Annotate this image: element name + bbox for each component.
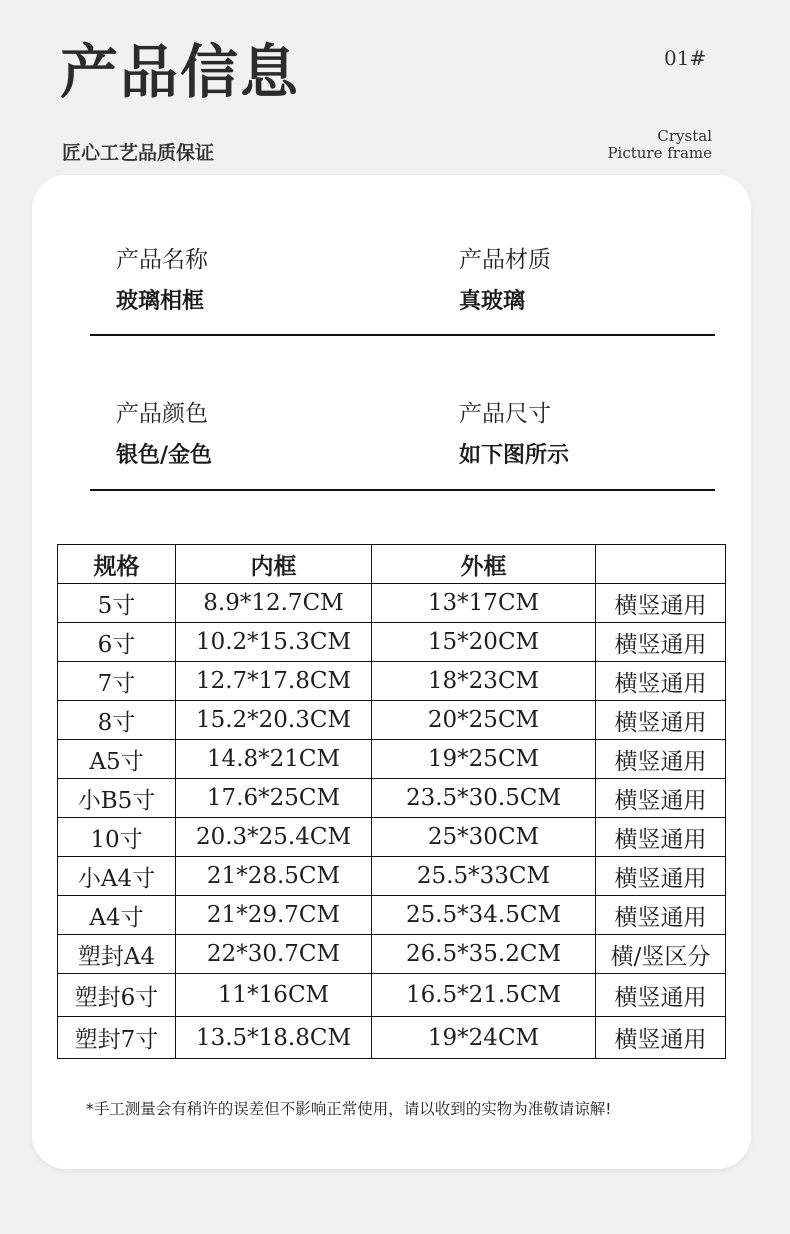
cell-outer: 20*25CM (372, 701, 596, 740)
info-label: 产品名称 (116, 247, 208, 273)
cell-inner: 21*29.7CM (176, 896, 372, 935)
cell-inner: 11*16CM (176, 974, 372, 1017)
info-product-size (459, 395, 569, 469)
cell-orientation: 横/竖区分 (596, 935, 726, 974)
info-label: 产品尺寸 (459, 401, 551, 427)
cell-orientation: 横竖通用 (596, 857, 726, 896)
table-row (58, 662, 726, 701)
cell-outer: 25.5*33CM (372, 857, 596, 896)
cell-orientation: 横竖通用 (596, 818, 726, 857)
table-row (58, 1017, 726, 1059)
cell-spec: 8寸 (58, 701, 176, 740)
table-header-row (58, 545, 726, 584)
size-table (57, 544, 726, 1059)
info-value: 如下图所示 (459, 442, 570, 468)
cell-outer: 18*23CM (372, 662, 596, 701)
cell-spec: 10寸 (58, 818, 176, 857)
cell-orientation: 横竖通用 (596, 779, 726, 818)
cell-inner: 10.2*15.3CM (176, 623, 372, 662)
cell-orientation: 横竖通用 (596, 623, 726, 662)
info-product-material (459, 241, 551, 315)
info-label: 产品材质 (459, 247, 551, 273)
cell-orientation: 横竖通用 (596, 584, 726, 623)
table-row (58, 896, 726, 935)
brand-line-2: Picture frame (607, 144, 712, 162)
table-row (58, 779, 726, 818)
divider (90, 334, 715, 336)
table-row (58, 623, 726, 662)
cell-spec: 小B5寸 (58, 779, 176, 818)
info-value: 银色/金色 (116, 442, 213, 468)
cell-inner: 22*30.7CM (176, 935, 372, 974)
cell-orientation: 横竖通用 (596, 740, 726, 779)
cell-outer: 15*20CM (372, 623, 596, 662)
brand-label (607, 128, 712, 162)
header-spec: 规格 (58, 545, 176, 584)
cell-spec: 塑封6寸 (58, 974, 176, 1017)
cell-spec: A4寸 (58, 896, 176, 935)
table-row (58, 701, 726, 740)
cell-outer: 25*30CM (372, 818, 596, 857)
cell-spec: 5寸 (58, 584, 176, 623)
cell-orientation: 横竖通用 (596, 896, 726, 935)
cell-inner: 17.6*25CM (176, 779, 372, 818)
header-orientation (596, 545, 726, 584)
cell-orientation: 横竖通用 (596, 974, 726, 1017)
product-info-card (32, 175, 751, 1169)
cell-inner: 14.8*21CM (176, 740, 372, 779)
cell-inner: 21*28.5CM (176, 857, 372, 896)
cell-orientation: 横竖通用 (596, 662, 726, 701)
table-row (58, 818, 726, 857)
page-subtitle: 匠心工艺品质保证 (62, 142, 215, 164)
cell-spec: A5寸 (58, 740, 176, 779)
header-outer-frame: 外框 (372, 545, 596, 584)
cell-orientation: 横竖通用 (596, 1017, 726, 1059)
table-row (58, 935, 726, 974)
table-row (58, 974, 726, 1017)
cell-spec: 7寸 (58, 662, 176, 701)
cell-inner: 13.5*18.8CM (176, 1017, 372, 1059)
table-row (58, 740, 726, 779)
cell-outer: 19*24CM (372, 1017, 596, 1059)
page-number: 01# (664, 46, 707, 70)
info-label: 产品颜色 (116, 401, 208, 427)
brand-line-1: Crystal (657, 127, 712, 145)
cell-outer: 19*25CM (372, 740, 596, 779)
table-row (58, 584, 726, 623)
cell-inner: 8.9*12.7CM (176, 584, 372, 623)
info-value: 玻璃相框 (116, 288, 205, 314)
cell-outer: 23.5*30.5CM (372, 779, 596, 818)
cell-inner: 20.3*25.4CM (176, 818, 372, 857)
cell-outer: 26.5*35.2CM (372, 935, 596, 974)
table-row (58, 857, 726, 896)
cell-spec: 小A4寸 (58, 857, 176, 896)
cell-spec: 6寸 (58, 623, 176, 662)
cell-orientation: 横竖通用 (596, 701, 726, 740)
info-value: 真玻璃 (459, 288, 526, 314)
cell-outer: 13*17CM (372, 584, 596, 623)
cell-spec: 塑封7寸 (58, 1017, 176, 1059)
divider (90, 489, 715, 491)
info-product-name (116, 241, 208, 315)
page-title: 产品信息 (60, 38, 301, 106)
cell-outer: 16.5*21.5CM (372, 974, 596, 1017)
cell-spec: 塑封A4 (58, 935, 176, 974)
cell-inner: 12.7*17.8CM (176, 662, 372, 701)
cell-outer: 25.5*34.5CM (372, 896, 596, 935)
measurement-note: *手工测量会有稍许的误差但不影响正常使用，请以收到的实物为准敬请谅解! (86, 1100, 612, 1118)
header-inner-frame: 内框 (176, 545, 372, 584)
info-product-color (116, 395, 212, 469)
cell-inner: 15.2*20.3CM (176, 701, 372, 740)
